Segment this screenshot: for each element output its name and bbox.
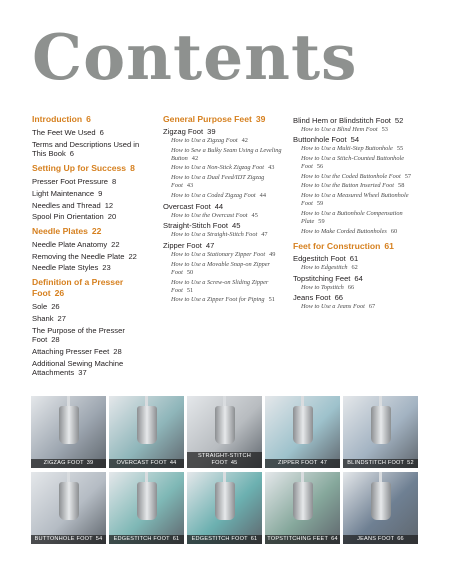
toc-entry [32, 240, 152, 250]
toc-subentry [293, 264, 418, 272]
page-number: 44 [259, 191, 266, 199]
photo-caption [265, 535, 340, 544]
page-number: 39 [255, 114, 266, 124]
toc-subentry-text: How to Sew a Bulky Seam Using a Leveling Button [171, 146, 282, 162]
presser-foot-photo [343, 472, 418, 544]
photo-caption-page: 47 [320, 460, 328, 466]
photo-caption [187, 452, 262, 468]
toc-subentry [163, 251, 283, 259]
toc-subentry-text: How to Use a Blind Hem Foot [301, 125, 378, 133]
toc-entry-text: Removing the Needle Plate [32, 251, 125, 261]
toc-subentry-text: How to Use a Straight-Stitch Foot [171, 231, 258, 239]
toc-subentry [293, 173, 418, 181]
toc-entry [163, 202, 283, 212]
toc-subentry [163, 147, 283, 163]
page-number: 26 [54, 288, 65, 299]
toc-subentry [293, 303, 418, 311]
photo-caption-text: OVERCAST FOOT [116, 460, 167, 466]
page-number: 61 [349, 253, 359, 263]
toc-entry-text: Terms and Descriptions Used in This Book [32, 139, 140, 159]
page-number: 66 [347, 283, 355, 291]
photo-row [31, 396, 420, 468]
toc-subentry-text: How to Use the Button Inserted Foot [301, 182, 395, 190]
page-number: 43 [186, 182, 194, 190]
toc-section-text: Definition of a Presser Foot [32, 277, 124, 299]
presser-foot-photo [109, 396, 184, 468]
toc-subentry-text: How to Use the Overcast Foot [171, 211, 248, 219]
page-number: 56 [316, 163, 324, 171]
toc-section-text: Feet for Construction [293, 240, 381, 251]
toc-subentry-text: How to Use a Measured Wheel Buttonhole Foot [301, 191, 409, 208]
toc-entry-text: Topstitching Feet [293, 273, 351, 283]
toc-subentry [163, 231, 283, 239]
page-number: 8 [111, 176, 117, 186]
presser-foot-shape [137, 482, 157, 520]
page-number: 28 [113, 347, 122, 356]
presser-foot-photo [187, 396, 262, 468]
toc-subentry-text: How to Use a Multi-Step Buttonhole [301, 145, 393, 153]
toc-entry [163, 221, 283, 231]
photo-caption-text: BUTTONHOLE FOOT [34, 536, 93, 542]
photo-caption-page: 39 [86, 460, 94, 466]
presser-foot-shape [371, 406, 391, 444]
toc-section-text: Needle Plates [32, 225, 88, 236]
page-number: 62 [351, 263, 358, 271]
presser-foot-shape [59, 482, 79, 520]
toc-entry-text: Straight-Stitch Foot [163, 221, 228, 231]
toc-subentry-text: How to Use a Screw-on Sliding Zipper Foot [171, 278, 269, 294]
page-number: 20 [107, 212, 117, 222]
photo-caption-page: 45 [230, 460, 238, 466]
toc-subentry-text: How to Use a Coded Zigzag Foot [171, 191, 256, 199]
page-number: 6 [99, 128, 104, 137]
toc-subentry-text: How to Use a Buttonhole Compensation Plate [301, 209, 403, 225]
page-number: 47 [261, 231, 268, 239]
toc-entry [32, 177, 152, 187]
toc-entry-text: Needles and Thread [32, 200, 101, 210]
toc-subentry-text: How to Use a Dual Feed/IDT Zigzag Foot [171, 174, 265, 190]
presser-foot-shape [215, 406, 235, 444]
page-number: 47 [205, 241, 215, 251]
toc-entry-text: Zipper Foot [163, 241, 202, 251]
toc-column-3 [293, 114, 418, 313]
photo-caption-text: JEANS FOOT [357, 536, 395, 542]
toc-subentry [163, 174, 283, 190]
page-number: 54 [350, 135, 360, 145]
page-number: 57 [404, 172, 411, 180]
presser-foot-shape [371, 482, 391, 520]
photo-caption [109, 535, 184, 544]
page-number: 27 [57, 313, 66, 323]
toc-entry-text: Edgestitch Foot [293, 253, 346, 263]
toc-subentry [293, 155, 418, 171]
toc-subentry-text: How to Use a Zigzag Foot [171, 137, 238, 145]
toc-subentry [293, 210, 418, 226]
toc-entry [32, 314, 152, 324]
toc-subentry-text: How to Use a Non-Stick Zigzag Foot [171, 164, 265, 172]
toc-subentry [293, 126, 418, 134]
presser-foot-shape [59, 406, 79, 444]
toc-section [163, 114, 283, 125]
page-number: 45 [251, 211, 258, 219]
toc-entry-text: Attaching Presser Feet [32, 347, 110, 356]
page-number: 49 [269, 251, 276, 259]
page-number: 67 [368, 303, 376, 311]
photo-caption-page: 64 [331, 536, 338, 542]
toc-entry [32, 201, 152, 211]
presser-foot-photo [187, 472, 262, 544]
photo-caption-page: 61 [172, 536, 180, 542]
photo-caption-text: EDGESTITCH FOOT [113, 536, 170, 542]
toc-entry [32, 326, 152, 345]
toc-section-text: General Purpose Feet [163, 114, 252, 124]
photo-caption-page: 52 [407, 460, 414, 466]
toc-entry-text: Buttonhole Foot [293, 135, 347, 145]
page-number: 44 [214, 201, 224, 211]
photo-caption [109, 459, 184, 468]
page-number: 6 [69, 149, 74, 159]
photo-caption-text: STRAIGHT-STITCH FOOT [197, 453, 252, 466]
toc-section-text: Setting Up for Success [32, 162, 127, 173]
toc-column-1 [32, 114, 152, 380]
toc-subentry [163, 279, 283, 295]
page-number: 52 [394, 115, 404, 125]
presser-foot-shape [293, 482, 313, 520]
photo-caption-page: 44 [169, 460, 177, 466]
presser-foot-photo [109, 472, 184, 544]
toc-subentry [163, 296, 283, 304]
photo-caption-page: 61 [250, 536, 258, 542]
photo-caption-text: ZIPPER FOOT [277, 460, 318, 466]
photo-row [31, 472, 420, 544]
toc-section [32, 226, 152, 237]
toc-subentry [163, 137, 283, 145]
photo-caption-page: 66 [397, 536, 404, 542]
toc-entry [32, 263, 152, 273]
page-number: 51 [268, 296, 275, 304]
page-number: 26 [51, 302, 60, 312]
toc-section [32, 277, 152, 299]
toc-entry [32, 140, 152, 159]
page-number: 60 [390, 227, 398, 235]
toc-entry-text: Needle Plate Anatomy [32, 239, 108, 249]
toc-entry-text: The Purpose of the Presser Foot [32, 325, 125, 345]
toc-subentry [293, 192, 418, 208]
page-number: 12 [104, 200, 114, 210]
page-number: 43 [268, 164, 275, 172]
photo-caption-text: EDGESTITCH FOOT [191, 536, 248, 542]
toc-section [293, 241, 418, 252]
toc-subentry-text: How to Use a Zipper Foot for Piping [171, 296, 265, 304]
photo-caption [265, 459, 340, 468]
presser-foot-photo [343, 396, 418, 468]
page-number: 8 [130, 162, 135, 173]
photo-caption [343, 535, 418, 544]
page-number: 53 [381, 125, 388, 133]
photo-caption [187, 535, 262, 544]
toc-subentry [163, 261, 283, 277]
presser-foot-photo [31, 472, 106, 544]
toc-entry-text: Sole [32, 302, 48, 312]
toc-entry [32, 302, 152, 312]
toc-subentry [293, 228, 418, 236]
page-number: 42 [241, 137, 248, 145]
toc-subentry-text: How to Use a Stationary Zipper Foot [171, 251, 266, 259]
toc-entry [293, 293, 418, 303]
toc-subentry-text: How to Topstitch [301, 283, 344, 291]
toc-subentry [163, 164, 283, 172]
toc-entry-text: Jeans Foot [293, 293, 331, 303]
page-number: 58 [398, 182, 405, 190]
page-number: 59 [318, 217, 325, 225]
toc-subentry [163, 192, 283, 200]
page-title: Contents [32, 20, 358, 94]
toc-subentry-text: How to Use the Coded Buttonhole Foot [301, 172, 401, 180]
presser-foot-photo [31, 396, 106, 468]
toc-entry [293, 274, 418, 284]
toc-entry [32, 189, 152, 199]
page-number: 22 [128, 251, 137, 261]
toc-subentry [163, 212, 283, 220]
toc-entry-text: Presser Foot Pressure [32, 176, 108, 186]
page-number: 9 [98, 188, 103, 198]
toc-entry [32, 359, 152, 378]
photo-caption [343, 459, 418, 468]
toc-entry-text: Zigzag Foot [163, 127, 204, 136]
toc-column-2 [163, 114, 283, 306]
presser-foot-shape [137, 406, 157, 444]
toc-entry [293, 135, 418, 145]
toc-subentry-text: How to Use a Jeans Foot [301, 303, 365, 311]
toc-entry-text: Needle Plate Styles [32, 263, 99, 273]
toc-entry [163, 241, 283, 251]
toc-entry-text: Shank [32, 313, 54, 323]
presser-foot-shape [215, 482, 235, 520]
page-number: 61 [384, 240, 394, 251]
photo-caption-text: ZIGZAG FOOT [43, 460, 84, 466]
photo-caption-text: TOPSTITCHING FEET [267, 536, 329, 542]
toc-entry [293, 254, 418, 264]
page-number: 6 [86, 114, 91, 124]
presser-foot-shape [293, 406, 313, 444]
page-number: 23 [102, 263, 111, 273]
page-number: 50 [186, 269, 194, 277]
toc-subentry [293, 182, 418, 190]
page-number: 28 [51, 335, 60, 345]
toc-subentry-text: How to Use a Movable Snap-on Zipper Foot [171, 260, 270, 277]
toc-subentry [293, 145, 418, 153]
page-number: 64 [354, 273, 363, 283]
toc-entry-text: Blind Hem or Blindstitch Foot [293, 115, 391, 125]
presser-foot-photo [265, 396, 340, 468]
page-number: 39 [207, 127, 216, 136]
toc-entry-text: Light Maintenance [32, 188, 95, 198]
page-number: 22 [111, 239, 120, 249]
toc-entry [32, 128, 152, 138]
toc-entry [32, 347, 152, 357]
page-number: 55 [396, 145, 404, 153]
page-number: 37 [78, 368, 87, 378]
photo-grid [31, 396, 420, 548]
photo-caption [31, 459, 106, 468]
page-number: 66 [334, 293, 344, 303]
toc-entry-text: The Feet We Used [32, 128, 96, 137]
toc-subentry-text: How to Make Corded Buttonholes [301, 227, 387, 235]
toc-entry [32, 252, 152, 262]
toc-entry-text: Spool Pin Orientation [32, 212, 104, 222]
toc-entry [293, 116, 418, 126]
toc-section-text: Introduction [32, 114, 83, 124]
toc-section [32, 114, 152, 125]
toc-subentry-text: How to Edgestitch [301, 263, 348, 271]
presser-foot-photo [265, 472, 340, 544]
toc-entry [32, 212, 152, 222]
toc-section [32, 163, 152, 174]
page-number: 45 [232, 221, 241, 231]
page-number: 51 [186, 286, 194, 294]
photo-caption [31, 535, 106, 544]
toc-entry [163, 127, 283, 137]
photo-caption-text: BLINDSTITCH FOOT [347, 460, 405, 466]
toc-subentry [293, 284, 418, 292]
page-number: 59 [316, 200, 324, 208]
page-number: 22 [91, 225, 102, 236]
photo-caption-page: 54 [95, 536, 103, 542]
toc-subentry-text: How to Use a Stitch-Counted Buttonhole Foot [301, 154, 405, 171]
toc-entry-text: Overcast Foot [163, 201, 211, 211]
toc-entry-text: Additional Sewing Machine Attachments [32, 358, 124, 378]
page-number: 42 [191, 154, 199, 162]
